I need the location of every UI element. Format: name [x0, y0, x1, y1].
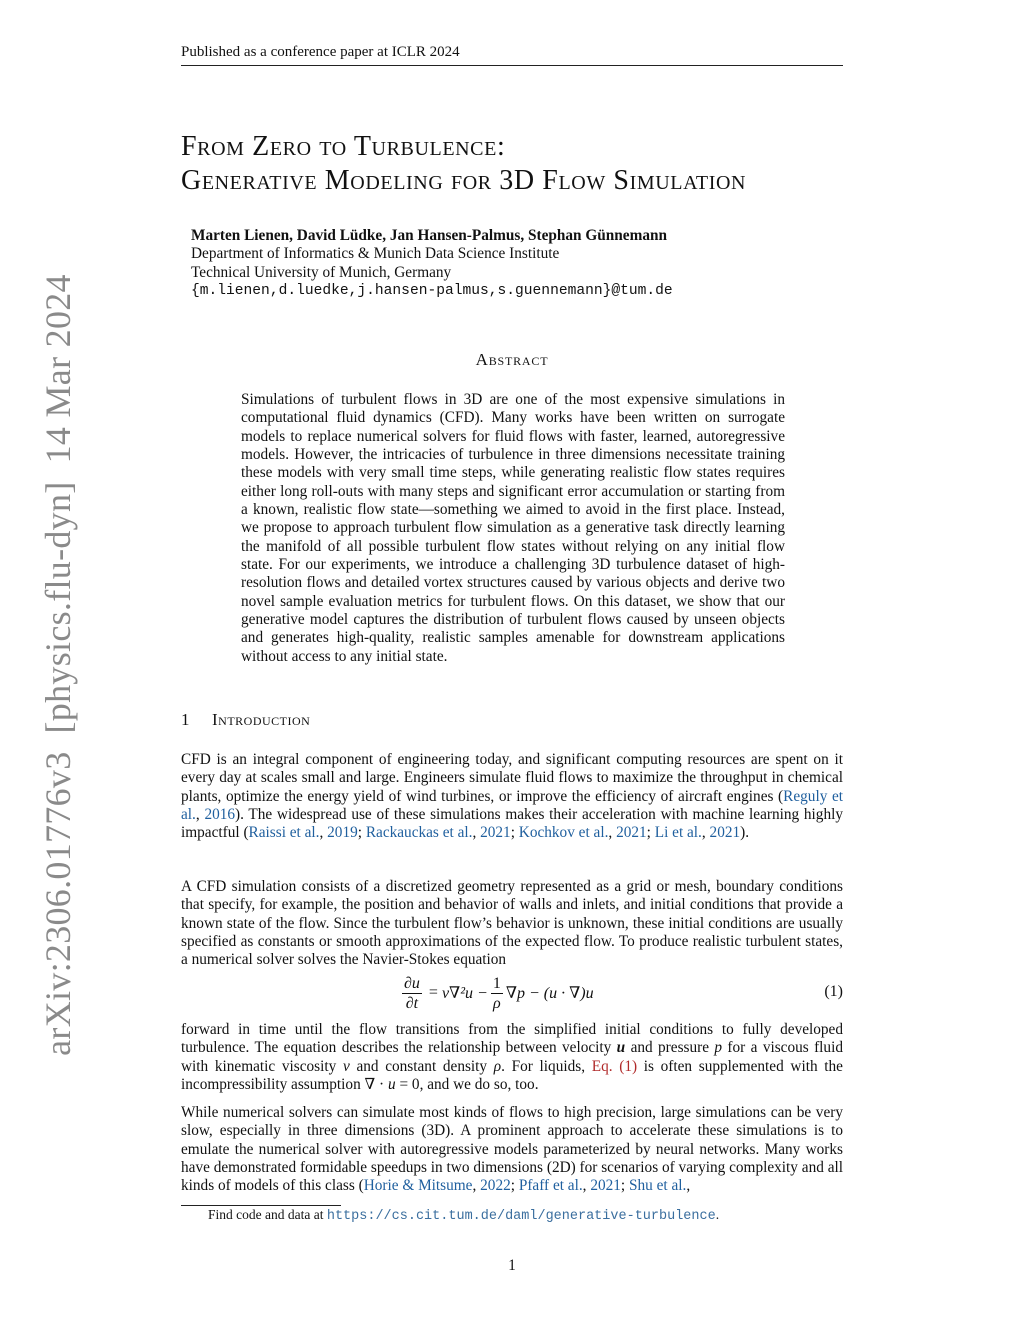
arxiv-id: arXiv:2306.01776v3	[38, 751, 78, 1056]
equation-reference-link[interactable]: Eq. (1)	[591, 1057, 638, 1075]
citation-link[interactable]: 2016	[204, 806, 236, 824]
fraction-numerator: 1	[492, 974, 501, 992]
citation-link[interactable]: Raissi et al.	[248, 824, 320, 842]
citation-link[interactable]: 2021	[616, 824, 647, 842]
author-emails: {m.lienen,d.luedke,j.hansen-palmus,s.guennemann}@tum.de	[191, 283, 673, 300]
citation-link[interactable]: Reguly et al.	[181, 787, 843, 824]
footnote-rule	[181, 1205, 341, 1206]
math-symbol: ν	[342, 1057, 350, 1075]
text-run: A CFD simulation consists of a discretized geometry represented as a grid or mesh, boundary conditions that specify, for example, the position and behavior of walls and inlets, and initial conditions that provide a known state of the flow. Since the turbulent flow’s behavior is unknown, these initial conditions are usually specified as constants or smooth approximations of the expected flow. To produce realistic turbulent states, a numerical solver solves the Navier-Stokes equation	[181, 878, 843, 969]
author-names: Marten Lienen, David Lüdke, Jan Hansen-Palmus, Stephan Günnemann	[191, 227, 667, 244]
equation-term-1: ν∇²u −	[441, 985, 488, 1002]
abstract-heading: Abstract	[475, 350, 549, 369]
arxiv-stamp	[37, 274, 79, 1056]
math-symbol: ρ	[493, 1057, 502, 1075]
arxiv-category: [physics.flu-dyn]	[38, 481, 78, 734]
citation-link[interactable]: 2021	[590, 1177, 621, 1195]
math-symbol: u	[616, 1039, 626, 1057]
text-run: ,	[608, 824, 617, 842]
text-run: and pressure	[625, 1039, 715, 1057]
navier-stokes-equation	[181, 970, 843, 1016]
arxiv-date: 14 Mar 2024	[38, 274, 78, 464]
section-title: Introduction	[212, 710, 311, 729]
text-run: ,	[319, 824, 328, 842]
text-run: ).	[740, 824, 750, 842]
citation-link[interactable]: Horie & Mitsume	[363, 1177, 473, 1195]
paragraph-3	[181, 1021, 843, 1094]
text-run: = 0, and we do so, too.	[395, 1076, 539, 1094]
paper-title	[181, 130, 746, 198]
text-run: for a viscous fluid with kinematic viscosity	[181, 1039, 843, 1075]
density-fraction	[491, 974, 503, 1013]
citation-link[interactable]: Rackauckas et al.	[365, 824, 473, 842]
citation-link[interactable]: 2021	[709, 824, 741, 842]
citation-link[interactable]: Shu et al.	[629, 1177, 687, 1195]
fraction-denominator: ρ	[492, 994, 501, 1012]
footnote-suffix: .	[715, 1207, 720, 1222]
text-run: . For liquids,	[501, 1057, 592, 1075]
running-header: Published as a conference paper at ICLR 2024	[181, 44, 460, 60]
title-line-2: Generative Modeling for 3D Flow Simulation	[181, 165, 747, 196]
text-run: ,	[195, 806, 205, 824]
text-run: ;	[646, 824, 655, 842]
paragraph-2	[181, 878, 843, 970]
paragraph-4	[181, 1104, 843, 1196]
text-run: is often supplemented with the incompressibility assumption ∇ ·	[181, 1057, 843, 1094]
text-run: ,	[472, 1177, 481, 1195]
math-symbol: u	[387, 1076, 396, 1094]
text-run: ,	[472, 824, 481, 842]
paragraph-1	[181, 751, 843, 843]
text-run: While numerical solvers can simulate most kinds of flows to high precision, large simulations can be very slow, especially in three dimensions (3D). A prominent approach to accelerate these simulations is to emulate the numerical solver with autoregressive models parameterized by neural networks. Many works have demonstrated formidable speedups in two dimensions (2D) for scenarios of varying complexity and all kinds of models of this class (	[181, 1104, 843, 1195]
citation-link[interactable]: Kochkov et al.	[518, 824, 609, 842]
equation-term-2: ∇p − (u · ∇)u	[505, 985, 594, 1002]
text-run: ,	[686, 1177, 691, 1195]
citation-link[interactable]: 2022	[480, 1177, 511, 1195]
text-run: CFD is an integral component of engineering today, and significant computing resources are spent on it every day at scales small and large. Engineers simulate fluid flows to maximize the throughput in chemical plants, optimize the energy yield of wind turbines, or improve the efficiency of aircraft engines (	[181, 751, 843, 805]
citation-link[interactable]: 2019	[327, 824, 358, 842]
text-run: and constant density	[349, 1057, 494, 1075]
title-line-1: From Zero to Turbulence:	[181, 131, 506, 162]
citation-link[interactable]: Pfaff et al.	[518, 1177, 583, 1195]
text-run: ). The widespread use of these simulations makes their acceleration with machine learning highly impactful (	[181, 806, 843, 842]
math-symbol: p	[714, 1039, 723, 1057]
section-number: 1	[181, 710, 190, 729]
lhs-numerator: ∂u	[404, 974, 420, 992]
text-run: ;	[510, 1177, 519, 1195]
text-run: ;	[357, 824, 366, 842]
lhs-denominator: ∂t	[405, 994, 419, 1012]
text-run: ;	[510, 824, 519, 842]
page-number: 1	[508, 1257, 516, 1274]
text-run: forward in time until the flow transitions from the simplified initial conditions to fully developed turbulence. The equation describes the relationship between velocity	[181, 1021, 843, 1057]
footnote-text: Find code and data at	[208, 1207, 327, 1222]
footnote	[208, 1207, 719, 1224]
affiliation-2: Technical University of Munich, Germany	[191, 263, 452, 281]
text-run: ,	[701, 824, 710, 842]
citation-link[interactable]: Li et al.	[654, 824, 702, 842]
author-block	[191, 227, 673, 301]
equation-number: (1)	[824, 983, 843, 1000]
header-rule	[181, 65, 843, 66]
lhs-fraction	[402, 974, 422, 1013]
footnote-link[interactable]: https://cs.cit.tum.de/daml/generative-turbulence	[326, 1209, 716, 1224]
equals-sign: =	[428, 984, 438, 1001]
citation-link[interactable]: 2021	[480, 824, 511, 842]
text-run: ,	[582, 1177, 591, 1195]
affiliation-1: Department of Informatics & Munich Data Science Institute	[191, 245, 560, 263]
abstract-text: Simulations of turbulent flows in 3D are one of the most expensive simulations in computational fluid dynamics (CFD). Many works have been written on surrogate models to replace numerical solvers for fluid flows with faster, learned, autoregressive models. However, the intricacies of turbulence in three dimensions necessitate training these models with very small time steps, while generating realistic flow states requires either long roll-outs with many steps and significant error accumulation or starting from a known, realistic flow state—something we aimed to avoid in the first place. Instead, we propose to approach turbulent flow simulation as a generative task directly learning the manifold of all possible turbulent flow states without relying on any initial flow state. For our experiments, we introduce a challenging 3D turbulence dataset of high-resolution flows and detailed vortex structures caused by various objects and derive two novel sample evaluation metrics for turbulent flows. On this dataset, we show that our generative model captures the distribution of turbulent flows caused by unseen objects and generates high-quality, realistic samples amenable for downstream applications without access to any initial state.	[241, 391, 785, 665]
text-run: ;	[620, 1177, 629, 1195]
section-heading	[181, 710, 310, 730]
